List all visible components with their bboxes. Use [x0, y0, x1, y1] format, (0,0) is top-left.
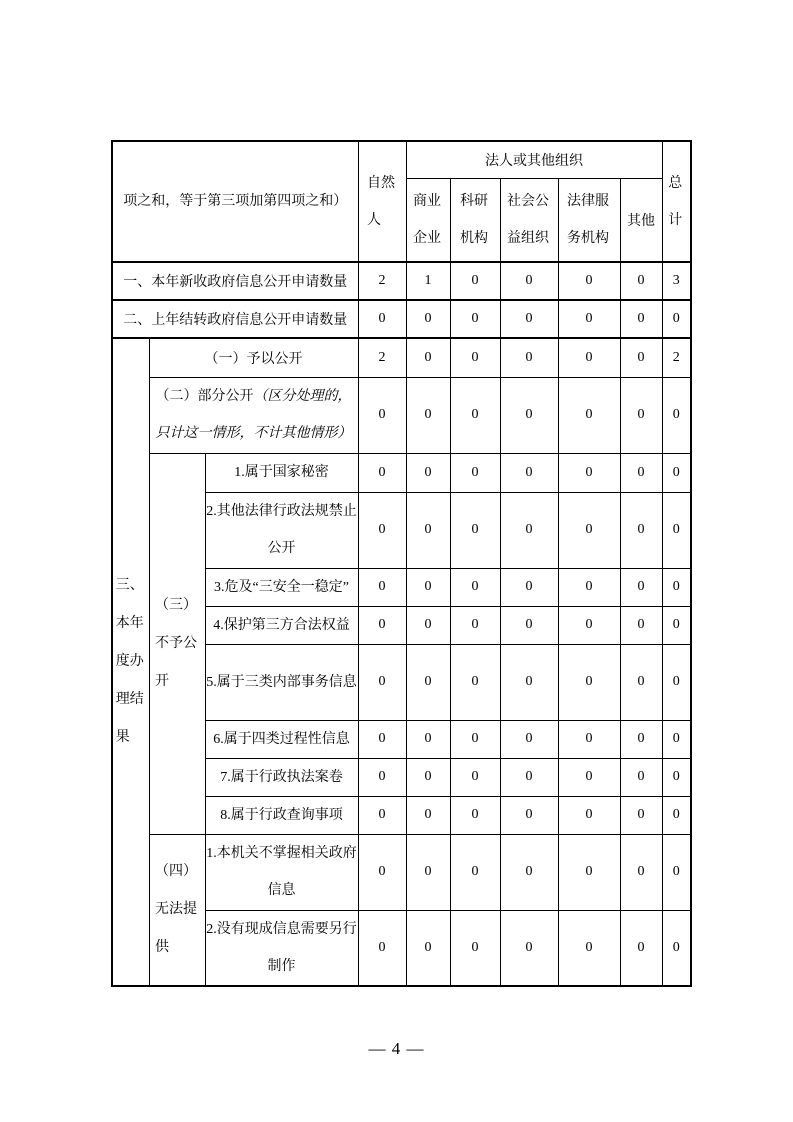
- value-cell: 0: [662, 377, 691, 453]
- value-cell: 0: [406, 720, 450, 758]
- value-cell: 0: [450, 834, 500, 910]
- value-cell: 0: [558, 796, 620, 834]
- col-header-commercial-label: 商业企业: [413, 193, 442, 246]
- value-cell: 0: [406, 606, 450, 644]
- group-label-cell: [149, 834, 205, 986]
- value-cell: 0: [406, 377, 450, 453]
- value-cell: 0: [558, 492, 620, 568]
- value-cell: 0: [662, 300, 691, 338]
- value-cell: 0: [358, 453, 406, 492]
- row-label-cell: 2.其他法律行政法规禁止公开: [205, 492, 358, 568]
- col-header-natural-person-label: 自然人: [367, 175, 396, 228]
- group-label: （四）无法提供: [155, 863, 197, 955]
- value-cell: 0: [620, 758, 662, 796]
- row-label-cell: 5.属于三类内部事务信息: [205, 644, 358, 720]
- value-cell: 0: [620, 834, 662, 910]
- value-cell: 0: [558, 262, 620, 300]
- value-cell: 0: [450, 606, 500, 644]
- value-cell: 0: [358, 720, 406, 758]
- value-cell: 0: [450, 644, 500, 720]
- value-cell: 0: [406, 834, 450, 910]
- value-cell: 0: [500, 644, 558, 720]
- value-cell: 0: [620, 262, 662, 300]
- row-label-annotation: （区分处理的，只计这一情形，不计其他情形）: [155, 389, 352, 441]
- value-cell: 0: [358, 606, 406, 644]
- col-header-legal-org-group: 法人或其他组织: [406, 141, 662, 178]
- row-label-cell: （一）予以公开: [149, 338, 358, 377]
- value-cell: 0: [500, 606, 558, 644]
- value-cell: 0: [500, 568, 558, 606]
- value-cell: 0: [406, 568, 450, 606]
- row-label: （二）部分公开: [155, 389, 254, 404]
- value-cell: 0: [406, 910, 450, 986]
- value-cell: 0: [662, 606, 691, 644]
- value-cell: 3: [662, 262, 691, 300]
- value-cell: 0: [662, 910, 691, 986]
- value-cell: 0: [358, 834, 406, 910]
- value-cell: 0: [406, 300, 450, 338]
- value-cell: 0: [558, 453, 620, 492]
- value-cell: 0: [558, 568, 620, 606]
- value-cell: 0: [620, 606, 662, 644]
- value-cell: 0: [500, 262, 558, 300]
- value-cell: 0: [358, 568, 406, 606]
- value-cell: 0: [450, 300, 500, 338]
- group-label-cell: [149, 453, 205, 834]
- value-cell: 0: [620, 644, 662, 720]
- value-cell: 0: [358, 644, 406, 720]
- row-label-cell: 3.危及“三安全一稳定”: [205, 568, 358, 606]
- value-cell: 2: [662, 338, 691, 377]
- value-cell: 0: [500, 834, 558, 910]
- row-label-cell: 一、本年新收政府信息公开申请数量: [112, 262, 358, 300]
- value-cell: 0: [500, 910, 558, 986]
- value-cell: 0: [450, 377, 500, 453]
- value-cell: 0: [662, 720, 691, 758]
- value-cell: 0: [500, 758, 558, 796]
- value-cell: 0: [450, 910, 500, 986]
- value-cell: 1: [406, 262, 450, 300]
- value-cell: 0: [558, 644, 620, 720]
- value-cell: 2: [358, 262, 406, 300]
- value-cell: 0: [620, 796, 662, 834]
- disclosure-statistics-table: [111, 140, 692, 987]
- value-cell: 0: [662, 796, 691, 834]
- value-cell: 0: [450, 758, 500, 796]
- col-header-public-welfare-label: 社会公益组织: [507, 193, 550, 246]
- value-cell: 0: [620, 338, 662, 377]
- row-label-cell: 8.属于行政查询事项: [205, 796, 358, 834]
- table-row: [112, 262, 691, 300]
- value-cell: 0: [358, 300, 406, 338]
- col-header-total: [662, 141, 691, 262]
- row-label-cell: 二、上年结转政府信息公开申请数量: [112, 300, 358, 338]
- page-number: — 4 —: [368, 1039, 425, 1058]
- value-cell: 0: [500, 377, 558, 453]
- value-cell: 0: [662, 492, 691, 568]
- table-row: [112, 338, 691, 377]
- value-cell: 0: [500, 300, 558, 338]
- table-row: [112, 834, 691, 910]
- col-header-other: 其他: [620, 178, 662, 262]
- value-cell: 0: [620, 377, 662, 453]
- row-label-cell: 7.属于行政执法案卷: [205, 758, 358, 796]
- col-header-natural-person: [358, 141, 406, 262]
- value-cell: 0: [450, 453, 500, 492]
- value-cell: 0: [662, 758, 691, 796]
- value-cell: 0: [558, 910, 620, 986]
- value-cell: 0: [620, 300, 662, 338]
- value-cell: 0: [450, 492, 500, 568]
- value-cell: 0: [358, 796, 406, 834]
- col-header-public-welfare: [500, 178, 558, 262]
- col-header-research: [450, 178, 500, 262]
- value-cell: 0: [358, 910, 406, 986]
- value-cell: 0: [620, 568, 662, 606]
- col-header-total-label: 总计: [668, 175, 683, 228]
- value-cell: 0: [500, 720, 558, 758]
- value-cell: 0: [662, 568, 691, 606]
- value-cell: 0: [558, 720, 620, 758]
- table-row: [112, 377, 691, 453]
- value-cell: 0: [450, 262, 500, 300]
- value-cell: 0: [450, 338, 500, 377]
- row-label-cell: [149, 377, 358, 453]
- value-cell: 0: [450, 568, 500, 606]
- header-row-1: [112, 141, 691, 178]
- section-label: 三、本年度办理结果: [115, 578, 144, 745]
- value-cell: 0: [662, 644, 691, 720]
- section-label-cell: [112, 338, 149, 986]
- row-label-cell: 2.没有现成信息需要另行制作: [205, 910, 358, 986]
- value-cell: 0: [662, 453, 691, 492]
- col-header-research-label: 科研机构: [460, 193, 489, 246]
- row-label-cell: 1.属于国家秘密: [205, 453, 358, 492]
- value-cell: 0: [558, 300, 620, 338]
- row-label-cell: 1.本机关不掌握相关政府信息: [205, 834, 358, 910]
- value-cell: 0: [358, 492, 406, 568]
- carryover-note-cell: 项之和，等于第三项加第四项之和）: [112, 141, 358, 262]
- value-cell: 0: [406, 644, 450, 720]
- col-header-legal-service: [558, 178, 620, 262]
- value-cell: 0: [500, 796, 558, 834]
- group-label: （三）不予公开: [155, 597, 197, 689]
- value-cell: 0: [500, 492, 558, 568]
- value-cell: 0: [358, 758, 406, 796]
- value-cell: 0: [620, 492, 662, 568]
- value-cell: 0: [450, 796, 500, 834]
- value-cell: 0: [558, 338, 620, 377]
- value-cell: 0: [358, 377, 406, 453]
- row-label-cell: 6.属于四类过程性信息: [205, 720, 358, 758]
- value-cell: 0: [406, 492, 450, 568]
- value-cell: 0: [406, 796, 450, 834]
- value-cell: 0: [662, 834, 691, 910]
- value-cell: 0: [406, 338, 450, 377]
- value-cell: 0: [620, 720, 662, 758]
- value-cell: 0: [558, 377, 620, 453]
- value-cell: 0: [500, 338, 558, 377]
- value-cell: 0: [558, 834, 620, 910]
- value-cell: 0: [558, 758, 620, 796]
- value-cell: 0: [406, 758, 450, 796]
- value-cell: 0: [620, 910, 662, 986]
- table-row: [112, 453, 691, 492]
- row-label-cell: 4.保护第三方合法权益: [205, 606, 358, 644]
- value-cell: 0: [620, 453, 662, 492]
- value-cell: 2: [358, 338, 406, 377]
- value-cell: 0: [500, 453, 558, 492]
- value-cell: 0: [450, 720, 500, 758]
- col-header-commercial: [406, 178, 450, 262]
- value-cell: 0: [558, 606, 620, 644]
- value-cell: 0: [406, 453, 450, 492]
- col-header-legal-service-label: 法律服务机构: [567, 193, 610, 246]
- table-row: [112, 300, 691, 338]
